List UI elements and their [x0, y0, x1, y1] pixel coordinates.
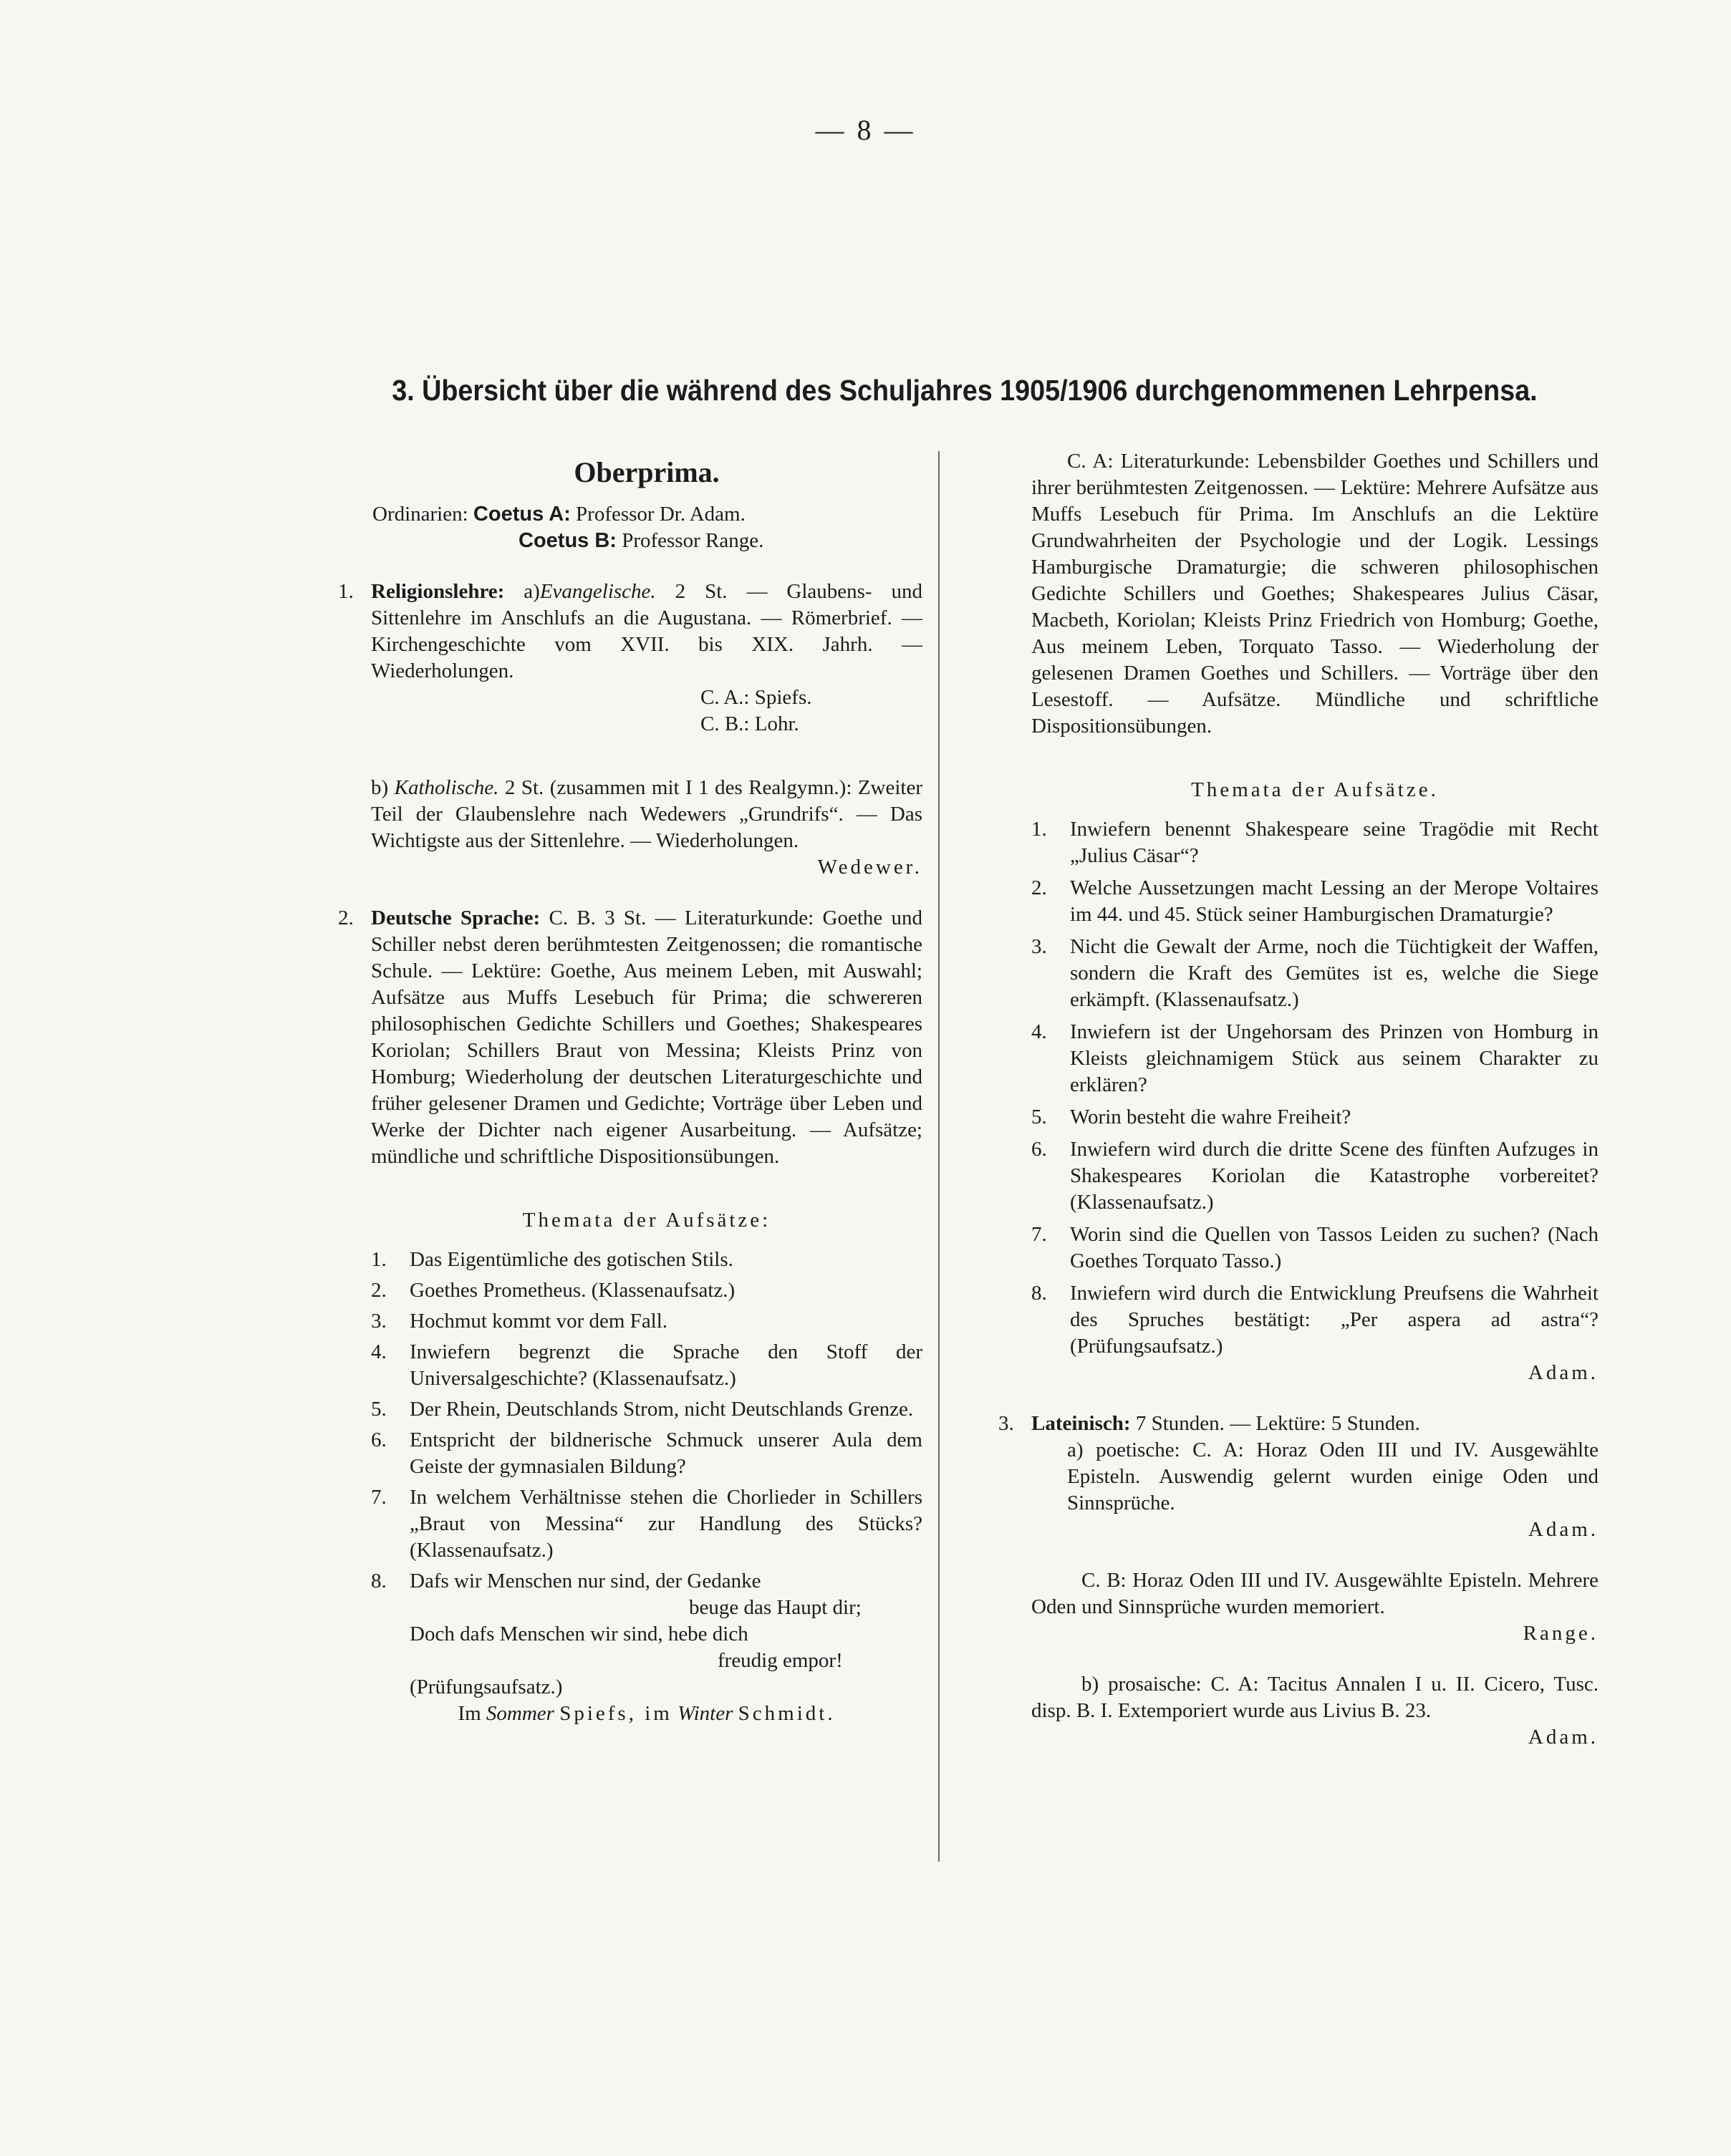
list-item: 6. Inwiefern wird durch die dritte Scene des fünften Aufzuges in Shakespeares Koriolan die Katastrophe vorbereitet? (Klassenaufsatz.) — [1031, 1138, 1599, 1214]
literature-text: C. A: Literaturkunde: Lebensbilder Goethes und Schillers und ihrer berühmtesten Zeitgenossen. — Lektüre: Mehrere Aufsätze aus Muffs Lesebuch für Prima. Im Anschlufs an die Lektüre Grundwahrheiten der Psychologie und der Logik. Lessings Hamburgische Dramaturgie; die schweren philosophischen Gedichte Schillers und Goethes; Shakespeares Julius Cäsar, Macbeth, Koriolan; Kleists Prinz Friedrich von Homburg; Goethe, Aus meinem Leben, Torquato Tasso. — Wiederholung der gelesenen Dramen Goethes und Schillers. — Vorträge über den Lesestoff. — Aufsätze. Mündliche und schriftliche Dispositionsübungen. — [1031, 450, 1599, 738]
list-item: 4. Inwiefern ist der Ungehorsam des Prinzen von Homburg in Kleists gleichnamigem Stück aus seinem Charakter zu erklären? — [1031, 1020, 1599, 1096]
latein-cb-text: C. B: Horaz Oden III und IV. Ausgewählte Episteln. Mehrere Oden und Sinnsprüche wurden memoriert. — [1031, 1569, 1599, 1618]
teacher-line: C. B.: Lohr. — [700, 712, 799, 735]
list-item: 5. Worin besteht die wahre Freiheit? — [1031, 1106, 1351, 1128]
section-title: Religionslehre: — [371, 580, 505, 603]
right-column — [998, 448, 1599, 1751]
deutsch-body: C. B. 3 St. — Literaturkunde: Goethe und Schiller nebst deren berühmtesten Zeitgenossen; die romantische Schule. — Lektüre: Goethe, Aus meinem Leben, mit Auswahl; Aufsätze aus Muffs Lesebuch für Prima; die schwereren philosophischen Gedichte Schillers und Goethes; Shakespeares Koriolan; Schillers Braut von Messina; Kleists Prinz von Homburg; Wiederholung der deutschen Literaturgeschichte und früher gelesener Dramen und Gedichte; Vorträge über Leben und Werke der Dichter nach eigener Ausarbeitung. — Aufsätze; mündliche und schriftliche Dispositionsübungen. — [371, 907, 923, 1168]
latein-text — [1031, 1411, 1599, 1437]
religion-sub-a-label: Evangelische. — [539, 580, 656, 603]
teacher-line: Wedewer. — [817, 856, 922, 879]
religion-body: 2 St. — Glaubens- und Sittenlehre im Anschlufs an die Augustana. — Römerbrief. — Kirchengeschichte vom XVII. bis XIX. Jahrh. — Wiederholungen. — [371, 580, 923, 682]
religion-sub-a: a) — [524, 580, 540, 603]
teacher-line: Adam. — [1528, 1726, 1599, 1749]
coetus-b-label: Coetus B: — [519, 529, 617, 552]
coetus-b-line — [371, 528, 922, 554]
list-item: 2. Welche Aussetzungen macht Lessing an der Merope Voltaires im 44. und 45. Stück seiner Hamburgischen Dramaturgie? — [1031, 876, 1599, 926]
section-title: Deutsche Sprache: — [371, 907, 541, 929]
coetus-b-teacher: Professor Range. — [622, 529, 764, 552]
list-item: 3. Nicht die Gewalt der Arme, noch die Tüchtigkeit der Waffen, sondern die Kraft des Gemütes ist es, welche die Siege erkämpft. (Klassenaufsatz.) — [1031, 935, 1599, 1011]
latein-sub-a: a) poetische: C. A: Horaz Oden III und IV. Ausgewählte Episteln. Auswendig gelernt wurden einige Oden und Sinnsprüche. — [1067, 1439, 1599, 1514]
religion-sub-b-label: Katholische. — [394, 776, 499, 799]
religion-section — [338, 579, 922, 685]
coetus-a-label: Coetus A: — [473, 503, 571, 526]
deutsch-section — [338, 905, 922, 1170]
list-item: 5. Der Rhein, Deutschlands Strom, nicht Deutschlands Grenze. — [371, 1398, 914, 1421]
section-title: Lateinisch: — [1031, 1412, 1131, 1435]
section-number: 2. — [338, 907, 354, 929]
section-number: 3. — [998, 1412, 1014, 1435]
ordinarien-label: Ordinarien: — [372, 503, 468, 526]
themata-list-left — [371, 1247, 922, 1701]
religion-catholic-body: 2 St. (zusammen mit I 1 des Realgymn.): Zweiter Teil der Glaubenslehre nach Wedewers „Grundrifs“. — Das Wichtigste aus der Sittenlehre. — Wiederholungen. — [371, 776, 923, 852]
teacher-footer: Im Sommer Spiefs, im Winter Schmidt. — [458, 1702, 836, 1725]
themata-heading: Themata der Aufsätze. — [1191, 778, 1439, 801]
list-item: 4. Inwiefern begrenzt die Sprache den Stoff der Universalgeschichte? (Klassenaufsatz.) — [371, 1340, 922, 1390]
ordinarien-line — [371, 501, 922, 528]
left-column — [338, 448, 923, 1727]
list-item: 6. Entspricht der bildnerische Schmuck unserer Aula dem Geiste der gymnasialen Bildung? — [371, 1429, 922, 1478]
themata-list-right — [1031, 816, 1599, 1360]
list-item: 8. Dafs wir Menschen nur sind, der Gedanke beuge das Haupt dir; Doch dafs Menschen wir sind, hebe dich freudig empor! (Prüfungsaufsatz.) — [371, 1570, 862, 1698]
page-title: 3. Übersicht über die während des Schuljahres 1905/1906 durchgenommenen Lehrpensa. — [392, 374, 1538, 407]
list-item: 2. Goethes Prometheus. (Klassenaufsatz.) — [371, 1279, 736, 1302]
themata-heading: Themata der Aufsätze: — [522, 1209, 771, 1232]
list-item: 1. Inwiefern benennt Shakespeare seine Tragödie mit Recht „Julius Cäsar“? — [1031, 818, 1599, 867]
list-item: 7. In welchem Verhältnisse stehen die Chorlieder in Schillers „Braut von Messina“ zur Handlung des Stücks? (Klassenaufsatz.) — [371, 1486, 922, 1562]
teacher-line: Adam. — [1528, 1361, 1599, 1384]
latein-section — [998, 1411, 1599, 1437]
column-divider — [938, 451, 940, 1862]
latein-body: 7 Stunden. — Lektüre: 5 Stunden. — [1135, 1412, 1420, 1435]
religion-sub-b: b) — [371, 776, 389, 799]
teacher-line: C. A.: Spiefs. — [700, 686, 812, 709]
page-number: — 8 — — [815, 114, 916, 146]
deutsch-text — [371, 905, 922, 1170]
teacher-line: Adam. — [1528, 1518, 1599, 1541]
class-heading: Oberprima. — [574, 456, 720, 488]
section-number: 1. — [338, 580, 354, 603]
list-item: 8. Inwiefern wird durch die Entwicklung Preufsens die Wahrheit des Spruches bestätigt: „Per aspera ad astra“? (Prüfungsaufsatz.) — [1031, 1282, 1599, 1358]
list-item: 3. Hochmut kommt vor dem Fall. — [371, 1310, 668, 1333]
religion-text — [371, 579, 922, 685]
list-item: 1. Das Eigentümliche des gotischen Stils. — [371, 1248, 733, 1271]
religion-catholic-text — [371, 775, 922, 854]
teacher-line: Range. — [1523, 1622, 1599, 1645]
coetus-a-teacher: Professor Dr. Adam. — [576, 503, 746, 526]
list-item: 7. Worin sind die Quellen von Tassos Leiden zu suchen? (Nach Goethes Torquato Tasso.) — [1031, 1223, 1599, 1272]
latein-sub-b: b) prosaische: C. A: Tacitus Annalen I u. II. Cicero, Tusc. disp. B. I. Extemporiert wurde aus Livius B. 23. — [1031, 1673, 1599, 1722]
